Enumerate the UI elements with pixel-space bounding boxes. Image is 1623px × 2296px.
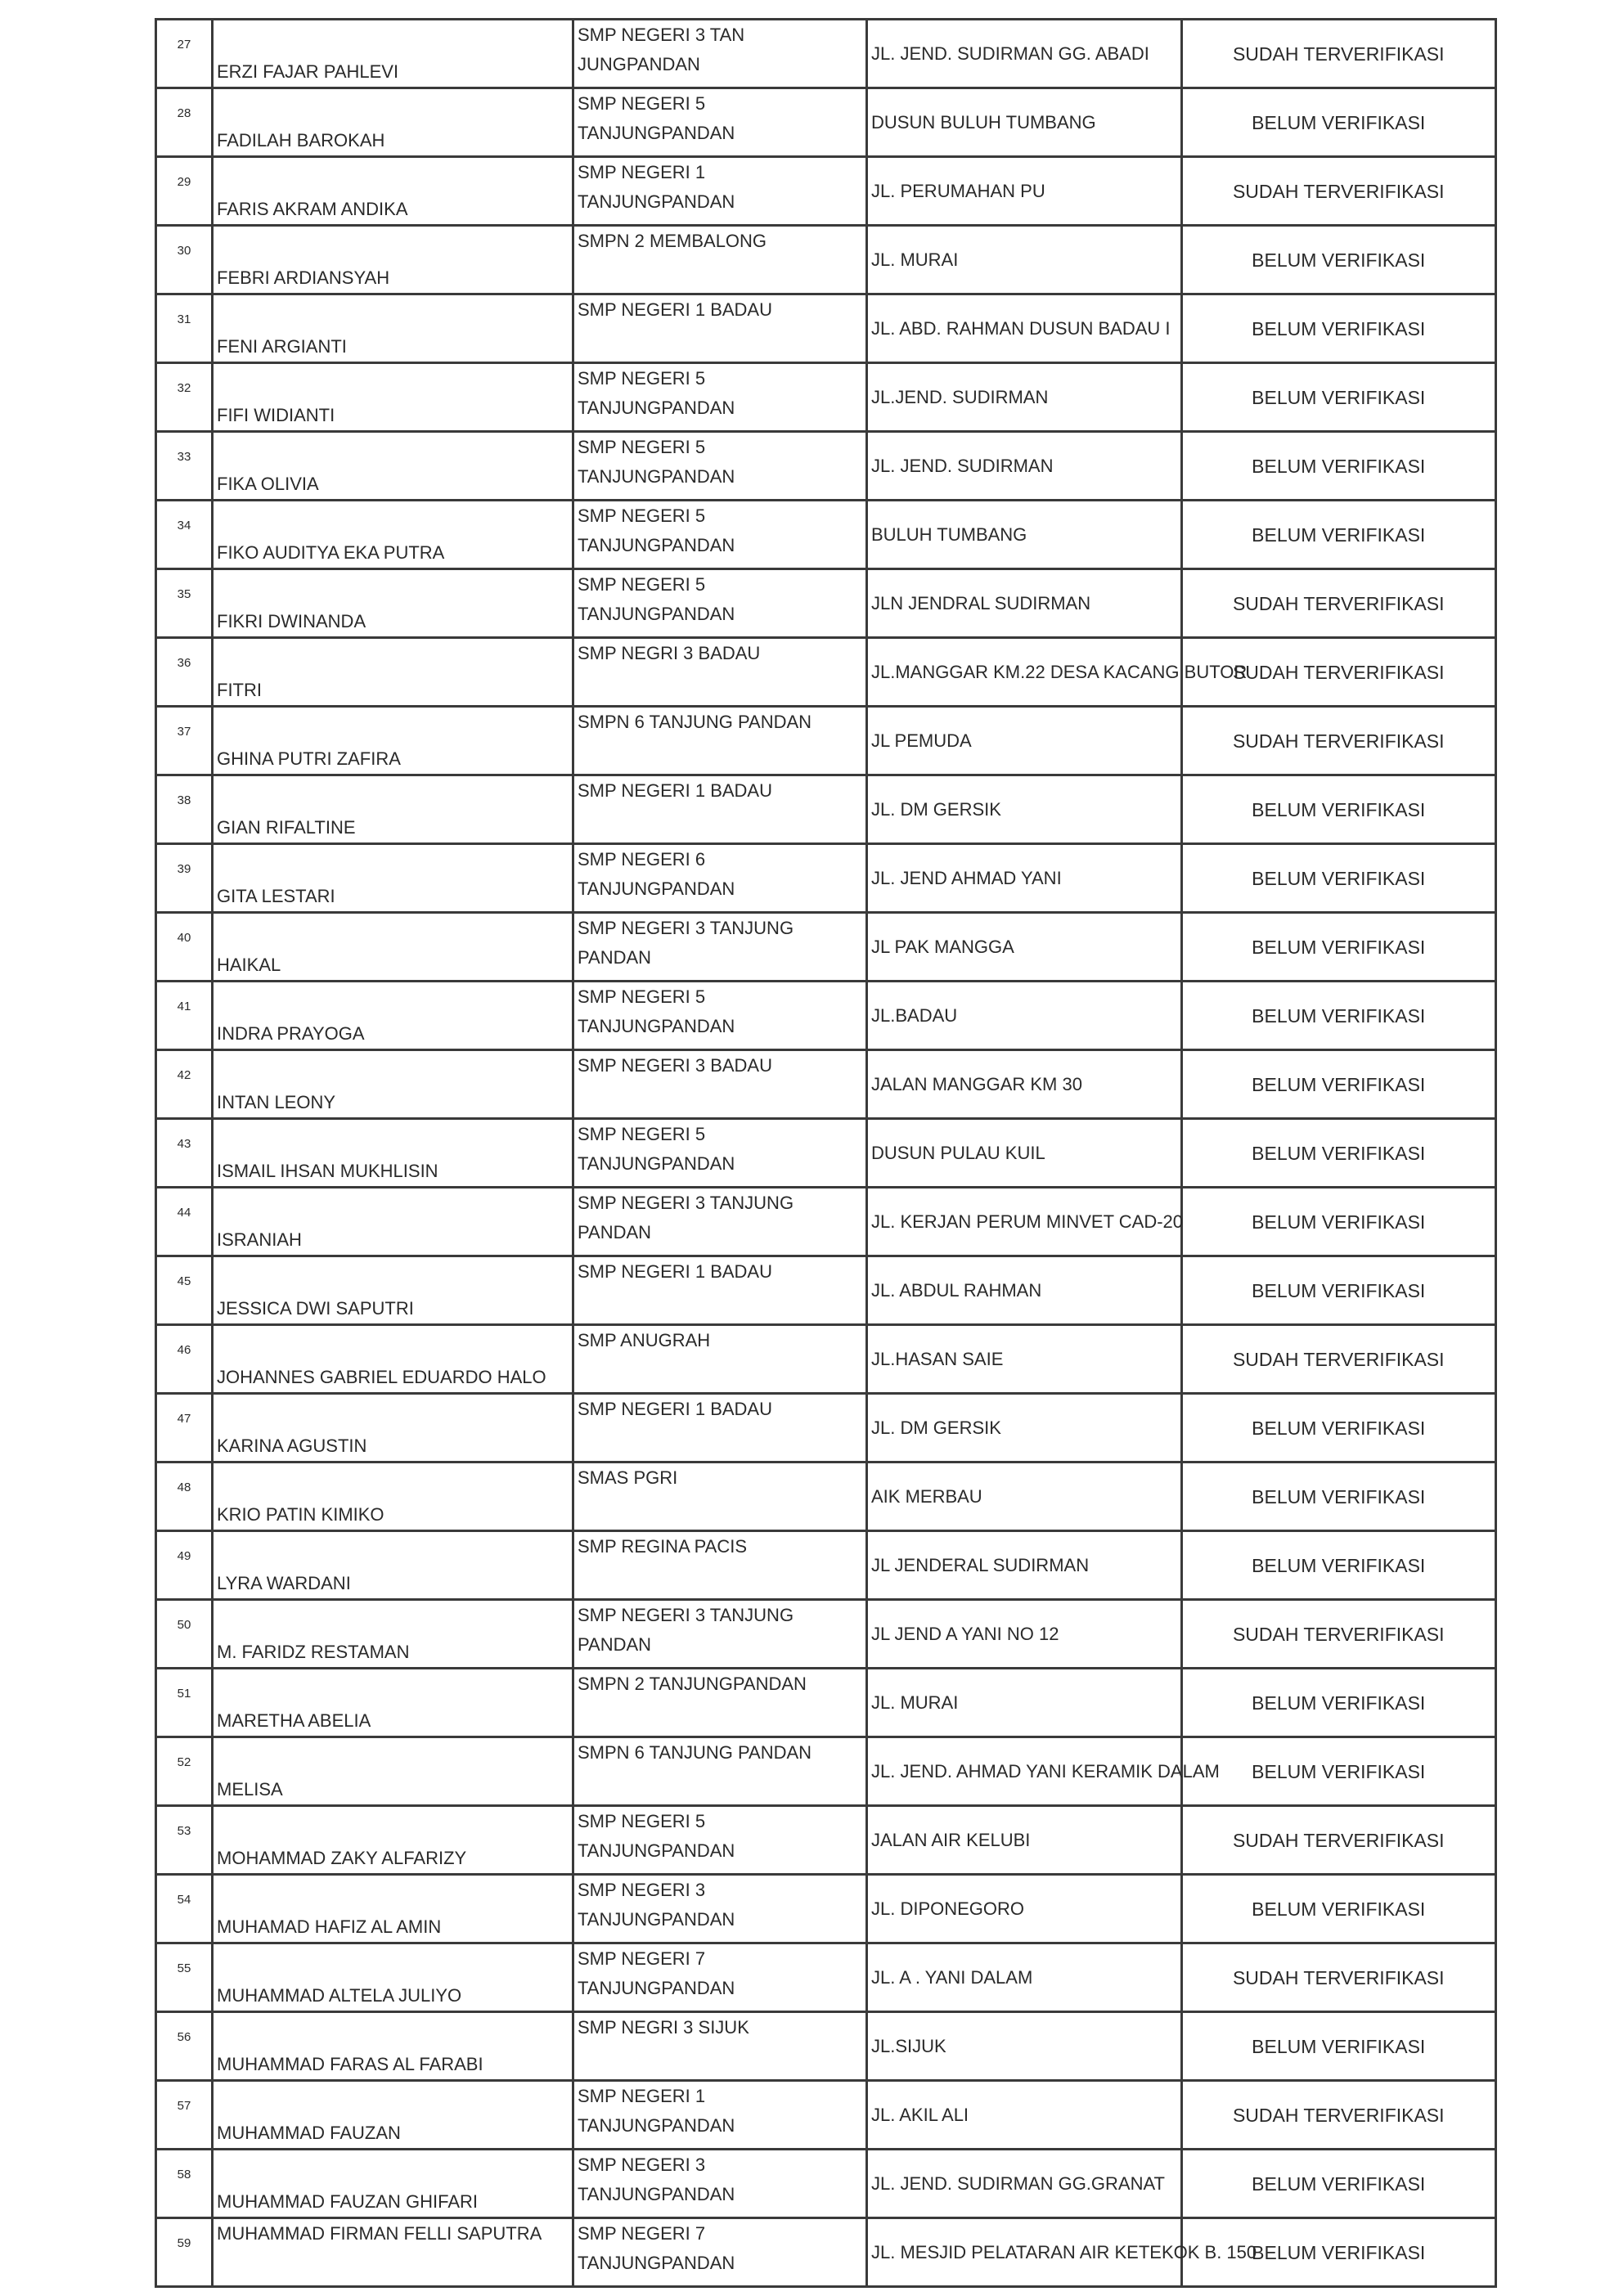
- row-number: 38: [156, 775, 213, 844]
- row-number: 53: [156, 1806, 213, 1875]
- verification-status: BELUM VERIFIKASI: [1181, 432, 1496, 501]
- student-name: HAIKAL: [213, 913, 573, 982]
- student-name: MUHAMMAD ALTELA JULIYO: [213, 1943, 573, 2012]
- verification-status: BELUM VERIFIKASI: [1181, 501, 1496, 569]
- school-name: SMPN 6 TANJUNG PANDAN: [573, 707, 867, 775]
- table-row: [156, 1394, 1496, 1463]
- verification-status: BELUM VERIFIKASI: [1181, 982, 1496, 1050]
- student-name: ISRANIAH: [213, 1188, 573, 1256]
- school-name: SMPN 2 MEMBALONG: [573, 226, 867, 294]
- table-row: [156, 88, 1496, 157]
- student-name: ERZI FAJAR PAHLEVI: [213, 20, 573, 88]
- table-row: [156, 1669, 1496, 1737]
- row-number: 45: [156, 1256, 213, 1325]
- school-name: SMP NEGERI 5 TANJUNGPANDAN: [573, 1119, 867, 1188]
- student-name: FIFI WIDIANTI: [213, 363, 573, 432]
- student-name: MUHAMMAD FAUZAN GHIFARI: [213, 2150, 573, 2218]
- school-name: SMP NEGERI 3 BADAU: [573, 1050, 867, 1119]
- student-name: MOHAMMAD ZAKY ALFARIZY: [213, 1806, 573, 1875]
- address: JL. MURAI: [867, 1669, 1182, 1737]
- address: JL. JEND. SUDIRMAN: [867, 432, 1182, 501]
- table-row: [156, 1737, 1496, 1806]
- address: JL.HASAN SAIE: [867, 1325, 1182, 1394]
- table-row: [156, 844, 1496, 913]
- table-row: [156, 363, 1496, 432]
- school-name: SMP NEGERI 1 TANJUNGPANDAN: [573, 2081, 867, 2150]
- row-number: 44: [156, 1188, 213, 1256]
- address: JL PEMUDA: [867, 707, 1182, 775]
- student-name: ISMAIL IHSAN MUKHLISIN: [213, 1119, 573, 1188]
- school-name: SMP NEGRI 3 BADAU: [573, 638, 867, 707]
- row-number: 59: [156, 2218, 213, 2287]
- table-row: [156, 1806, 1496, 1875]
- school-name: SMP NEGERI 1 BADAU: [573, 1256, 867, 1325]
- table-row: [156, 501, 1496, 569]
- verification-status: SUDAH TERVERIFIKASI: [1181, 157, 1496, 226]
- table-row: [156, 1875, 1496, 1943]
- table-row: [156, 2218, 1496, 2287]
- verification-status: BELUM VERIFIKASI: [1181, 1737, 1496, 1806]
- row-number: 48: [156, 1463, 213, 1531]
- verification-status: BELUM VERIFIKASI: [1181, 294, 1496, 363]
- row-number: 27: [156, 20, 213, 88]
- address: JALAN MANGGAR KM 30: [867, 1050, 1182, 1119]
- verification-status: SUDAH TERVERIFIKASI: [1181, 707, 1496, 775]
- table-row: [156, 294, 1496, 363]
- student-name: INTAN LEONY: [213, 1050, 573, 1119]
- student-name: FIKA OLIVIA: [213, 432, 573, 501]
- verification-status: SUDAH TERVERIFIKASI: [1181, 638, 1496, 707]
- address: JL.MANGGAR KM.22 DESA KACANG BUTOR: [867, 638, 1182, 707]
- table-row: [156, 1050, 1496, 1119]
- address: JL.BADAU: [867, 982, 1182, 1050]
- table-row: [156, 1531, 1496, 1600]
- address: JL. PERUMAHAN PU: [867, 157, 1182, 226]
- verification-status: BELUM VERIFIKASI: [1181, 226, 1496, 294]
- student-name: MUHAMAD HAFIZ AL AMIN: [213, 1875, 573, 1943]
- row-number: 35: [156, 569, 213, 638]
- row-number: 47: [156, 1394, 213, 1463]
- student-name: INDRA PRAYOGA: [213, 982, 573, 1050]
- table-row: [156, 1325, 1496, 1394]
- school-name: SMP NEGERI 3 TANJUNG PANDAN: [573, 1188, 867, 1256]
- student-name: FEBRI ARDIANSYAH: [213, 226, 573, 294]
- table-row: [156, 226, 1496, 294]
- table-row: [156, 2150, 1496, 2218]
- school-name: SMPN 2 TANJUNGPANDAN: [573, 1669, 867, 1737]
- verification-status: BELUM VERIFIKASI: [1181, 88, 1496, 157]
- table-row: [156, 1256, 1496, 1325]
- student-name: GITA LESTARI: [213, 844, 573, 913]
- verification-status: SUDAH TERVERIFIKASI: [1181, 2081, 1496, 2150]
- student-name: FARIS AKRAM ANDIKA: [213, 157, 573, 226]
- row-number: 46: [156, 1325, 213, 1394]
- student-name: GIAN RIFALTINE: [213, 775, 573, 844]
- row-number: 31: [156, 294, 213, 363]
- school-name: SMP NEGERI 5 TANJUNGPANDAN: [573, 88, 867, 157]
- row-number: 40: [156, 913, 213, 982]
- row-number: 52: [156, 1737, 213, 1806]
- student-name: MARETHA ABELIA: [213, 1669, 573, 1737]
- address: JL. DIPONEGORO: [867, 1875, 1182, 1943]
- row-number: 30: [156, 226, 213, 294]
- school-name: SMP NEGERI 1 BADAU: [573, 775, 867, 844]
- school-name: SMP NEGERI 1 BADAU: [573, 1394, 867, 1463]
- student-name: MELISA: [213, 1737, 573, 1806]
- student-name: JESSICA DWI SAPUTRI: [213, 1256, 573, 1325]
- table-row: [156, 20, 1496, 88]
- table-row: [156, 707, 1496, 775]
- verification-status: BELUM VERIFIKASI: [1181, 1256, 1496, 1325]
- table-row: [156, 1188, 1496, 1256]
- row-number: 51: [156, 1669, 213, 1737]
- school-name: SMP NEGERI 5 TANJUNGPANDAN: [573, 501, 867, 569]
- row-number: 55: [156, 1943, 213, 2012]
- verification-status: BELUM VERIFIKASI: [1181, 1463, 1496, 1531]
- address: JL. MURAI: [867, 226, 1182, 294]
- address: JL. A . YANI DALAM: [867, 1943, 1182, 2012]
- table-row: [156, 913, 1496, 982]
- address: JL. JEND. AHMAD YANI KERAMIK DALAM: [867, 1737, 1182, 1806]
- verification-status: BELUM VERIFIKASI: [1181, 1875, 1496, 1943]
- table-row: [156, 569, 1496, 638]
- student-name: FENI ARGIANTI: [213, 294, 573, 363]
- verification-status: BELUM VERIFIKASI: [1181, 1050, 1496, 1119]
- address: JLN JENDRAL SUDIRMAN: [867, 569, 1182, 638]
- school-name: SMP NEGERI 6 TANJUNGPANDAN: [573, 844, 867, 913]
- school-name: SMP NEGERI 3 TANJUNGPANDAN: [573, 2150, 867, 2218]
- row-number: 32: [156, 363, 213, 432]
- verification-status: BELUM VERIFIKASI: [1181, 913, 1496, 982]
- verification-status: BELUM VERIFIKASI: [1181, 2218, 1496, 2287]
- school-name: SMP NEGERI 5 TANJUNGPANDAN: [573, 569, 867, 638]
- school-name: SMP NEGERI 1 BADAU: [573, 294, 867, 363]
- verification-status: SUDAH TERVERIFIKASI: [1181, 20, 1496, 88]
- school-name: SMP NEGERI 1 TANJUNGPANDAN: [573, 157, 867, 226]
- address: JALAN AIR KELUBI: [867, 1806, 1182, 1875]
- address: JL. JEND AHMAD YANI: [867, 844, 1182, 913]
- student-name: LYRA WARDANI: [213, 1531, 573, 1600]
- row-number: 33: [156, 432, 213, 501]
- address: JL JENDERAL SUDIRMAN: [867, 1531, 1182, 1600]
- student-name: MUHAMMAD FAUZAN: [213, 2081, 573, 2150]
- row-number: 43: [156, 1119, 213, 1188]
- student-name: FIKRI DWINANDA: [213, 569, 573, 638]
- school-name: SMP ANUGRAH: [573, 1325, 867, 1394]
- table-row: [156, 982, 1496, 1050]
- table-row: [156, 2012, 1496, 2081]
- school-name: SMAS PGRI: [573, 1463, 867, 1531]
- address: JL PAK MANGGA: [867, 913, 1182, 982]
- table-row: [156, 1119, 1496, 1188]
- row-number: 34: [156, 501, 213, 569]
- address: JL. DM GERSIK: [867, 775, 1182, 844]
- row-number: 42: [156, 1050, 213, 1119]
- address: JL.JEND. SUDIRMAN: [867, 363, 1182, 432]
- student-name: FIKO AUDITYA EKA PUTRA: [213, 501, 573, 569]
- table-row: [156, 775, 1496, 844]
- row-number: 29: [156, 157, 213, 226]
- school-name: SMP NEGERI 7 TANJUNGPANDAN: [573, 2218, 867, 2287]
- student-name: FITRI: [213, 638, 573, 707]
- row-number: 39: [156, 844, 213, 913]
- table-row: [156, 638, 1496, 707]
- school-name: SMP NEGRI 3 SIJUK: [573, 2012, 867, 2081]
- address: JL. KERJAN PERUM MINVET CAD-20: [867, 1188, 1182, 1256]
- verification-status: BELUM VERIFIKASI: [1181, 844, 1496, 913]
- student-name: MUHAMMAD FARAS AL FARABI: [213, 2012, 573, 2081]
- row-number: 56: [156, 2012, 213, 2081]
- verification-status: BELUM VERIFIKASI: [1181, 363, 1496, 432]
- verification-status: SUDAH TERVERIFIKASI: [1181, 1600, 1496, 1669]
- student-name: KRIO PATIN KIMIKO: [213, 1463, 573, 1531]
- address: JL. ABDUL RAHMAN: [867, 1256, 1182, 1325]
- student-verification-table: [155, 18, 1497, 2288]
- school-name: SMP NEGERI 5 TANJUNGPANDAN: [573, 432, 867, 501]
- row-number: 54: [156, 1875, 213, 1943]
- student-name: JOHANNES GABRIEL EDUARDO HALO: [213, 1325, 573, 1394]
- school-name: SMP NEGERI 3 TANJUNG PANDAN: [573, 1600, 867, 1669]
- table-row: [156, 1943, 1496, 2012]
- address: JL. ABD. RAHMAN DUSUN BADAU I: [867, 294, 1182, 363]
- address: DUSUN BULUH TUMBANG: [867, 88, 1182, 157]
- table-row: [156, 2081, 1496, 2150]
- address: JL. DM GERSIK: [867, 1394, 1182, 1463]
- address: JL. JEND. SUDIRMAN GG. ABADI: [867, 20, 1182, 88]
- school-name: SMP NEGERI 3 TANJUNGPANDAN: [573, 1875, 867, 1943]
- verification-status: SUDAH TERVERIFIKASI: [1181, 1325, 1496, 1394]
- student-name: MUHAMMAD FIRMAN FELLI SAPUTRA: [213, 2218, 573, 2287]
- verification-status: BELUM VERIFIKASI: [1181, 2150, 1496, 2218]
- row-number: 41: [156, 982, 213, 1050]
- row-number: 36: [156, 638, 213, 707]
- address: JL JEND A YANI NO 12: [867, 1600, 1182, 1669]
- student-name: M. FARIDZ RESTAMAN: [213, 1600, 573, 1669]
- table-row: [156, 1600, 1496, 1669]
- verification-status: BELUM VERIFIKASI: [1181, 1669, 1496, 1737]
- address: JL. MESJID PELATARAN AIR KETEKOK B. 150: [867, 2218, 1182, 2287]
- school-name: SMPN 6 TANJUNG PANDAN: [573, 1737, 867, 1806]
- school-name: SMP NEGERI 3 TANJUNG PANDAN: [573, 913, 867, 982]
- verification-status: SUDAH TERVERIFIKASI: [1181, 1943, 1496, 2012]
- school-name: SMP NEGERI 5 TANJUNGPANDAN: [573, 363, 867, 432]
- row-number: 50: [156, 1600, 213, 1669]
- school-name: SMP REGINA PACIS: [573, 1531, 867, 1600]
- verification-status: BELUM VERIFIKASI: [1181, 775, 1496, 844]
- address: DUSUN PULAU KUIL: [867, 1119, 1182, 1188]
- school-name: SMP NEGERI 7 TANJUNGPANDAN: [573, 1943, 867, 2012]
- student-name: FADILAH BAROKAH: [213, 88, 573, 157]
- row-number: 28: [156, 88, 213, 157]
- address: BULUH TUMBANG: [867, 501, 1182, 569]
- school-name: SMP NEGERI 5 TANJUNGPANDAN: [573, 1806, 867, 1875]
- school-name: SMP NEGERI 5 TANJUNGPANDAN: [573, 982, 867, 1050]
- table-row: [156, 1463, 1496, 1531]
- table-row: [156, 157, 1496, 226]
- table-row: [156, 432, 1496, 501]
- student-name: GHINA PUTRI ZAFIRA: [213, 707, 573, 775]
- student-name: KARINA AGUSTIN: [213, 1394, 573, 1463]
- verification-status: BELUM VERIFIKASI: [1181, 1394, 1496, 1463]
- address: AIK MERBAU: [867, 1463, 1182, 1531]
- school-name: SMP NEGERI 3 TAN JUNGPANDAN: [573, 20, 867, 88]
- row-number: 49: [156, 1531, 213, 1600]
- address: JL. AKIL ALI: [867, 2081, 1182, 2150]
- verification-status: BELUM VERIFIKASI: [1181, 1531, 1496, 1600]
- row-number: 37: [156, 707, 213, 775]
- address: JL.SIJUK: [867, 2012, 1182, 2081]
- address: JL. JEND. SUDIRMAN GG.GRANAT: [867, 2150, 1182, 2218]
- verification-status: SUDAH TERVERIFIKASI: [1181, 569, 1496, 638]
- verification-status: SUDAH TERVERIFIKASI: [1181, 1806, 1496, 1875]
- row-number: 58: [156, 2150, 213, 2218]
- verification-status: BELUM VERIFIKASI: [1181, 2012, 1496, 2081]
- row-number: 57: [156, 2081, 213, 2150]
- verification-status: BELUM VERIFIKASI: [1181, 1188, 1496, 1256]
- verification-status: BELUM VERIFIKASI: [1181, 1119, 1496, 1188]
